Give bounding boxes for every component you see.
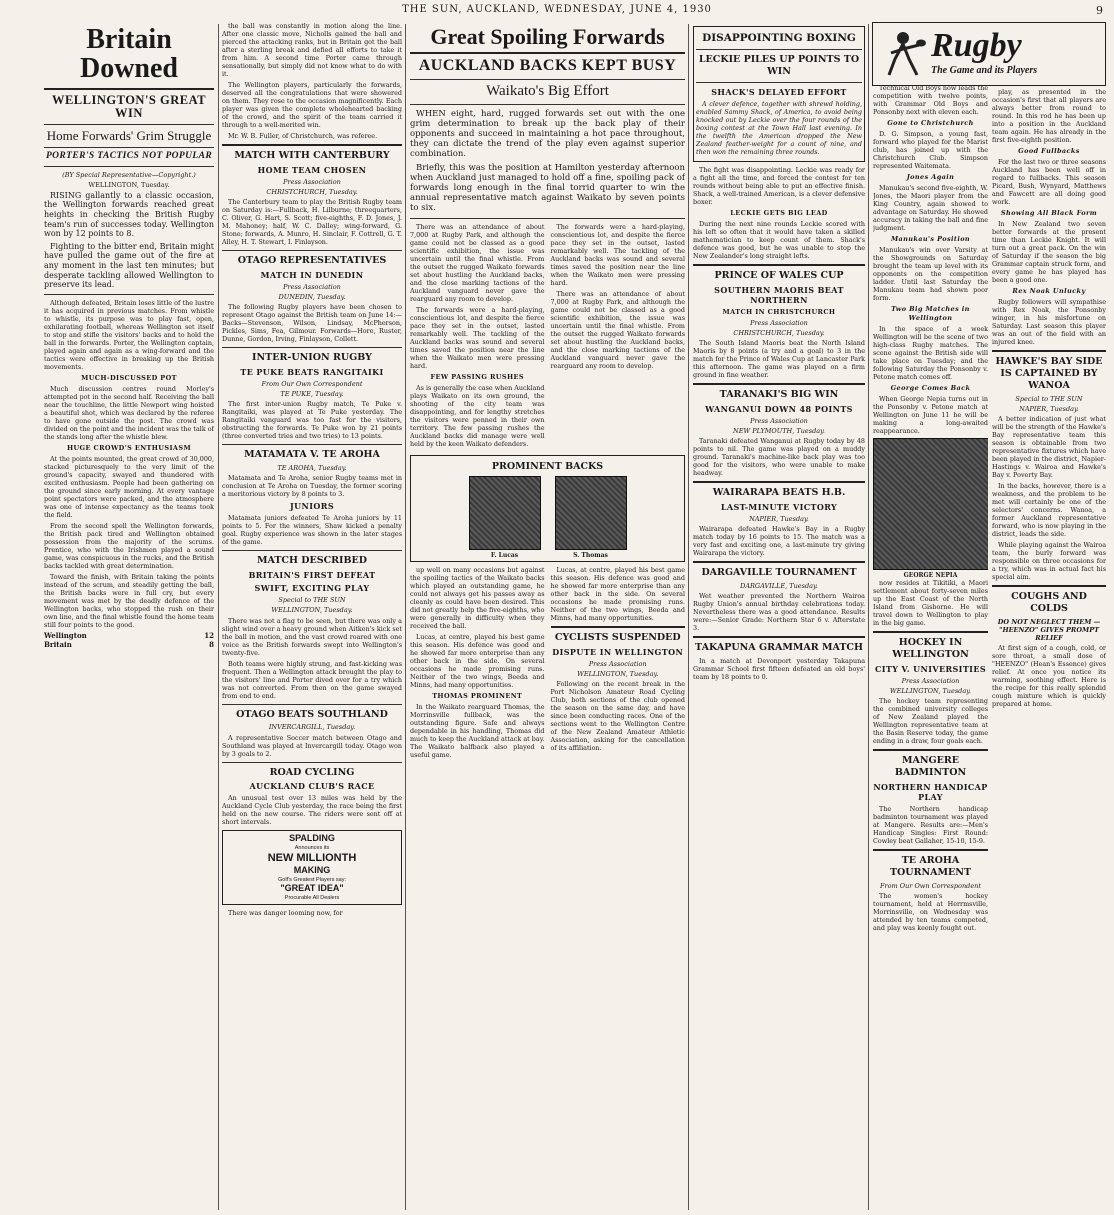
headline-otago-southland: OTAGO BEATS SOUTHLAND	[236, 708, 388, 720]
note-heading: George Comes Back	[890, 383, 971, 392]
subhead-juniors: JUNIORS	[289, 501, 334, 512]
logo-title: Rugby	[931, 27, 1022, 64]
ad-brand: SPALDING	[289, 833, 335, 844]
score-line	[44, 641, 214, 650]
subhead-maoris: SOUTHERN MAORIS BEAT NORTHERN	[714, 284, 844, 305]
column-rule	[688, 24, 689, 1210]
score-britain: 8	[209, 639, 214, 649]
headline-hawkes-bay: HAWKE'S BAY SIDE IS CAPTAINED BY WANOA	[995, 356, 1103, 392]
body-paragraph: In the Waikato rearguard Thomas, the Morrinsville fullback, was the outstanding figure. Safe and always dependable in his handling, Thomas did much to keep the Auckland attack at bay. The Waikato halfback also played a useful game.	[410, 703, 545, 760]
body-paragraph: Following on the recent break in the Port Nicholson Amateur Road Cycling Club, both sections of the club opened the season on the same day, and have since been conducting races. One of the sections went to the Wellington Centre of the New Zealand Amateur Athletic Association, asking for the cancellation of its affiliation.	[550, 680, 685, 753]
headline-otago-reps: OTAGO REPRESENTATIVES	[237, 255, 387, 267]
body-paragraph: There was an attendance of about 7,000 at Rugby Park, and although the game could not be classed as a good scientific exhibition, the issue was uncertain until the final whistle. From the outset the rugged Waikato forwards set about hustling the Auckland backs, and the close marking tactions of the Auckland vanguard never gave the rearguard any room to develop.	[410, 222, 545, 303]
body-paragraph: Manukau's second five-eighth, W. Jones, the Maori player from the King Country, again showed to advantage on Saturday. He showed accuracy in taking the ball and fine judgment.	[873, 184, 988, 233]
note-heading: Showing All Black Form	[1000, 209, 1098, 218]
dateline: WELLINGTON, Tuesday.	[889, 687, 972, 696]
agency-line: Press Association	[283, 177, 341, 186]
subhead-crowd: HUGE CROWD'S ENTHUSIASM	[66, 443, 192, 452]
player-photo	[555, 476, 627, 550]
agency-line: Press Association	[750, 319, 808, 327]
body-paragraph: From the second spell the Wellington forwards, the British pack tired and Wellington obtained possession from the majority of the scrums. Prentice, who with the Irishmen played a sound game, was conspicuous in the rucks, and the British backs tackled with great determination.	[44, 522, 214, 571]
body-paragraph: While playing against the Wairoa team, the burly forward was responsible on three occasions for a try, which was in actual fact his special aim.	[992, 541, 1106, 582]
column-boxing	[693, 22, 865, 1212]
photo-caption: GEORGE NEPIA	[903, 571, 958, 579]
spalding-advertisement	[222, 830, 402, 904]
body-paragraph: The Northern handicap badminton tournament was played at Mangere. Results are:—Men's Handicap Singles: First Round: Cowley beat Gallaher, 15-10, 15-9.	[873, 805, 988, 845]
subhead-thomas: THOMAS PROMINENT	[432, 692, 523, 701]
body-paragraph: For the last two or three seasons Auckland has been well off in regard to fullbacks. This season Picard, Bush, Wynyard, Matthews and Fawcett are all doing good work.	[992, 158, 1106, 207]
body-paragraph: The South Island Maoris beat the North Island Maoris by 8 points (a try and a goal) to 3 in the match for the Prince of Wales Cup at Lancaster Park this afternoon. The game was played on a firm ground in fine weather.	[693, 339, 865, 380]
body-paragraph: During the next nine rounds Leckie scored with his left so often that it would have taken a skilled mathematician to keep count of them. Shack's defence was good, but he was unable to stop the New Zealander's long straight lefts.	[693, 220, 865, 260]
score-wellington: 12	[204, 631, 214, 641]
body-paragraph: At first sign of a cough, cold, or sore throat, a small dose of "HEENZO" (Hean's Essence) gives relief. At once you notice its warming, soothing effect. Here is the recipe for this really splendid cough mixture which is quickly prepared at home.	[992, 644, 1106, 709]
body-paragraph: In New Zealand two seven better forwards at the present time than Leckie Knight. It will turn out a great pack. On the win of Saturday if the season the big Grammar captain struck form, and every game he has played has been a good one.	[992, 220, 1106, 285]
body-paragraph: There was an attendance of about 7,000 at Rugby Park, and although the game could not be classed as a good scientific exhibition, the issue was uncertain until the final whistle. From the outset the rugged Waikato forwards set about hustling the Auckland backs, and the close marking tactions of the Auckland vanguard never gave the rearguard any room to develop.	[550, 289, 685, 370]
credit-line: (BY Special Representative—Copyright.)	[62, 170, 196, 179]
dateline: WELLINGTON, Tuesday.	[271, 606, 353, 615]
note-heading: Rex Noak Unlucky	[1012, 287, 1086, 296]
body-paragraph: The forwards were a hard-playing, conscientious lot, and despite the fierce pace they set in the outset, lasted remarkably well. The tackling of the Auckland backs was sound and several times saved the position near the line when the Waikato men were pressing hard.	[550, 222, 685, 287]
body-paragraph: Lucas, at centre, played his best game this season. His defence was good and he showed far more enterprise than any other back in the side. On several occasions he made promising runs. Neither of the two wings, Beeda and Minns, had many opportunities.	[550, 566, 685, 623]
dateline: INVERCARGILL, Tuesday.	[268, 723, 356, 732]
body-paragraph: The forwards were a hard-playing, conscientious lot, and despite the fierce pace they set in the outset, lasted remarkably well. The tackling of the Auckland backs was sound and several times saved the position near the line when the Waikato men were pressing hard.	[410, 305, 545, 370]
headline-matamata: MATAMATA V. TE AROHA	[244, 449, 380, 461]
logo-subtitle: The Game and its Players	[931, 65, 1038, 76]
deck-home-forwards: Home Forwards' Grim Struggle	[46, 128, 212, 144]
photo-row	[413, 476, 682, 560]
dateline: WELLINGTON, Tuesday.	[577, 670, 659, 679]
headline-prominent-backs: PROMINENT BACKS	[491, 460, 604, 472]
photo-caption: S. Thomas	[573, 551, 608, 559]
ad-footer: Procurable All Dealers	[284, 894, 340, 901]
body-paragraph: Much discussion centres round Morley's attempted pot in the second half. Receiving the ball near the touchline, the little Newport wing hoisted a beautiful shot, which was declared by the referee to have gone outside the post. The crowd was divided on the point and the incident was the talk of the stands long after the whistle blew.	[44, 384, 214, 441]
agency-line: Special to THE SUN	[1015, 395, 1083, 403]
column-spoiling-forwards	[410, 22, 685, 1212]
two-column-body	[410, 566, 685, 762]
agency-line: Press Association	[588, 659, 647, 668]
body-paragraph: In the space of a week Wellington will be the scene of two high-class Rugby matches. The scene against the British side will take place on Tuesday; and the following Saturday the Ponsonby v. Petone match comes off.	[873, 324, 988, 381]
column-rugby-continued	[992, 88, 1106, 1212]
headline-dargaville: DARGAVILLE TOURNAMENT	[701, 567, 857, 579]
dateline: NAPIER, Tuesday.	[749, 515, 809, 524]
body-subcolumn	[410, 223, 545, 451]
body-paragraph: When George Nepia turns out in the Ponsonby v. Petone match at Wellington on June 11 he will be making a long-awaited reappearance.	[873, 394, 988, 435]
body-paragraph: Technical Old Boys now leads the competition with twelve points, with Grammar Old Boys and Ponsonby next with eleven each.	[873, 84, 988, 116]
note-heading: Jones Again	[906, 173, 955, 182]
subhead-auckland-club: AUCKLAND CLUB'S RACE	[249, 781, 375, 792]
dateline: NEW PLYMOUTH, Tuesday.	[733, 427, 825, 436]
body-paragraph: As is generally the case when Auckland plays Waikato on its own ground, the shooting of the city team was disappointing, and for lengthy stretches the visitors were penned in their own territory. The few passing rushes the Auckland backs did manage were well held by the keen Waikato defenders.	[410, 383, 545, 448]
subhead-city-universities: CITY V. UNIVERSITIES	[874, 664, 986, 674]
agency-line: Press Association	[750, 417, 808, 426]
masthead-title: THE SUN, AUCKLAND, WEDNESDAY, JUNE 4, 1930	[402, 4, 712, 15]
body-subcolumn	[410, 566, 545, 762]
headline-canterbury: MATCH WITH CANTERBURY	[234, 150, 390, 161]
headline-prince-of-wales: PRINCE OF WALES CUP	[714, 270, 844, 281]
body-paragraph: In a match at Devonport yesterday Takapuna Grammar School first fifteen defeated an old boys' team by 18 points to 0.	[693, 657, 865, 682]
headline-match-described: MATCH DESCRIBED	[256, 555, 368, 567]
body-paragraph: The following Rugby players have been chosen to represent Otago against the British team on June 14:—Backs—Stevenson, Wilson, Lindsay, McPherson, Pickles, Sims, Fea, Gilmour. Forwards—Hore, Ruster, Dunne, Gordon, Irving, Finlayson, Collett.	[222, 303, 402, 344]
dateline: CHRISTCHURCH, Tuesday.	[266, 188, 358, 196]
body-paragraph: D. G. Simpson, a young fast, forward who played for the Marist club, has joined up with the Christchurch Club. Simpson represented Waitemata.	[873, 130, 988, 171]
headline-cyclists: CYCLISTS SUSPENDED	[554, 632, 681, 644]
subhead-pot: MUCH-DISCUSSED POT	[81, 373, 177, 382]
body-paragraph: play, as presented in the occasion's first that all players are always better from round to round. In this rod he has been up into a position in the Auckland team again. He has already in the first five-eighth position.	[992, 88, 1106, 144]
body-paragraph: The women's hockey tournament, held at Herrmsville, Morrinsville, on Wednesday was attended by ten teams competed, and play was keenly fought out.	[873, 891, 988, 932]
second-paragraph: Fighting to the bitter end, Britain might have pulled the game out of the fire at any moment in the last ten minutes; but desperate tackling allowed Wellington to preserve its lead.	[44, 241, 214, 290]
body-paragraph: Although defeated, Britain loses little of the lustre it has acquired in previous matches. From whistle to whistle, its purpose was to play fast, open, exhilarating football, whereas Wellington set itself to stop and stifle the visitors' backs and to hold the ball in the forwards. Porter, the Wellington captain, played again and again as a wing-forward and the tactics were effective in breaking up the British movements.	[44, 298, 214, 371]
dateline: TE PUKE, Tuesday.	[280, 390, 344, 399]
rugby-player-icon	[879, 29, 927, 79]
agency-line: Press Association	[901, 677, 960, 685]
deck-waikato: Waikato's Big Effort	[486, 82, 609, 99]
headline-wairarapa: WAIRARAPA BEATS H.B.	[712, 487, 846, 499]
photo-thomas	[555, 476, 627, 560]
body-paragraph: A better indication of just what will be the strength of the Hawke's Bay representative team this season is obtainable from two representative fixtures which have been played in the district, Napier-Hastings v. Wairoa and Hawke's Bay v. Poverty Bay.	[992, 415, 1106, 480]
column-britain-downed	[44, 22, 214, 1212]
body-paragraph: In the backs, however, there is a weakness, and the problem to be met will certainly be one of the selectors' concerns. Wanoa, a former Auckland representative forward, who is now playing in the district, leads the side.	[992, 482, 1106, 539]
column-rugby-notes	[873, 84, 988, 1212]
body-paragraph: There was danger looming now, for	[228, 908, 343, 917]
body-paragraph: Mr. W. B. Fuller, of Christchurch, was referee.	[228, 132, 378, 140]
headline-disappointing-boxing: DISAPPOINTING BOXING	[702, 32, 856, 44]
subhead-heenzo: DO NOT NEGLECT THEM — "HEENZO" GIVES PROMPT RELIEF	[997, 618, 1101, 643]
note-heading: Two Big Matches in Wellington	[891, 305, 970, 322]
rugby-logo	[872, 22, 1106, 86]
body-paragraph: The fight was disappointing. Leckie was ready for a fight all the time, and forced the contest for ten rounds without being able to put an effective finish. Shack, a well-trained American, is a clever defensive boxer.	[693, 165, 865, 206]
body-paragraph: At the points mounted, the great crowd of 30,000, stacked picturesquely to the very limit of the ground's capacity, swayed and thundered with excited enthusiasm. People had been gathering on the ground since early morning. At every vantage point spectators were packed, and the atmosphere was one of intense expectancy as the teams took the field.	[44, 455, 214, 520]
dateline: CHRISTCHURCH, Tuesday.	[733, 329, 825, 338]
subhead-dispute: DISPUTE IN WELLINGTON	[552, 646, 684, 657]
subhead-shack: SHACK'S DELAYED EFFORT	[711, 86, 847, 97]
body-paragraph: The Canterbury team to play the British Rugby team on Saturday is:—Fullback, H. Lilburne; threequarters, C. Oliver, G. Hart, S. Scott; five-eighths, F. D. Jones, J. M. Mahoney; half, W. C. Dalley; wing-forward, G. Stone; forwards, A. Munro, H. Sinclair, F. Cottrell, G. T. Alley, H. T. Stewart, I. Finlayson.	[222, 198, 402, 247]
body-paragraph: Rugby followers will sympathise with Rex Noak, the Ponsonby winger, in his misfortune on Saturday. Last season this player was an out of the field with an injured knee.	[992, 298, 1106, 347]
subhead-leckie-lead: LECKIE GETS BIG LEAD	[730, 208, 828, 217]
body-paragraph: The first inter-union Rugby match, Te Puke v. Rangitaiki, was played at Te Puke yesterday. The Rangitaiki vanguard was too fast for the visitors, obstructing the forwards. Te Puke won by 21 points (three converted tries and two tries) to 13 points.	[222, 400, 402, 441]
subhead-dunedin: MATCH IN DUNEDIN	[260, 270, 364, 280]
agency-line: From Our Own Correspondent	[261, 380, 363, 389]
lede-paragraph: WHEN eight, hard, rugged forwards set out with the one grim determination to break up the back play of their opponents and succeed in maintaining a hot pace throughout, they can dictate the trend of the play even against superior combination.	[410, 108, 685, 160]
boxing-headline-box	[693, 26, 865, 162]
note-heading: Good Fullbacks	[1018, 147, 1080, 155]
headline-coughs-colds: COUGHS AND COLDS	[1011, 591, 1087, 615]
intro-paragraph: A clever defence, together with shrewd holding, enabled Sammy Shack, of America, to avoid being knocked out by Leckie over the four rounds of the boxing contest at the Town Hall last evening. In the twelfth the American dropped the New Zealand feather-weight for a count of nine, and then won the remaining three rounds.	[696, 99, 862, 156]
subhead-last-minute: LAST-MINUTE VICTORY	[720, 502, 838, 513]
dateline: DARGAVILLE, Tuesday.	[740, 582, 818, 591]
column-rule	[405, 24, 406, 1210]
subhead-auckland-backs: AUCKLAND BACKS KEPT BUSY	[418, 57, 677, 75]
subhead-passing-rushes: FEW PASSING RUSHES	[430, 372, 524, 381]
player-photo	[469, 476, 541, 550]
deck-porter-tactics: PORTER'S TACTICS NOT POPULAR	[45, 150, 213, 161]
subhead-northern-handicap: NORTHERN HANDICAP PLAY	[873, 782, 988, 802]
column-rule	[868, 24, 869, 1210]
column-match-reports	[222, 22, 402, 1212]
subhead-swift-play: SWIFT, EXCITING PLAY	[254, 583, 370, 594]
headline-inter-union: INTER-UNION RUGBY	[252, 352, 372, 364]
note-heading: Gone to Christchurch	[887, 119, 974, 127]
headline-taranaki: TARANAKI'S BIG WIN	[719, 389, 839, 401]
rugby-banner-area	[872, 22, 1106, 86]
headline-te-aroha-tournament: TE AROHA TOURNAMENT	[889, 855, 972, 878]
body-subcolumn	[551, 223, 686, 451]
body-paragraph: The hockey team representing the combined university colleges of New Zealand played the Wellington representative team at the Basin Reserve today, the game ending in a draw, four goals each.	[873, 697, 988, 746]
body-paragraph: Manukau's win over Varsity at the Showgrounds on Saturday brought the team up level with its opponents on the competition ladder. Until last Saturday the Manukau team had shown poor form.	[873, 246, 988, 303]
ad-line: Announces its	[294, 844, 330, 851]
body-paragraph: Toward the finish, with Britain taking the points instead of the scrum, and steadily getting the ball, the British backs were in full cry, but every movement was met by the deadly defence of the Wellington backs, who stopped the rush on their own line, and the final whistle found the home team still four points to the good.	[44, 573, 214, 630]
headline-britain-downed: Britain Downed	[79, 24, 178, 85]
agency-line: Press Association	[283, 283, 341, 291]
score-team-wellington: Wellington	[44, 631, 87, 641]
dateline: WELLINGTON, Tuesday.	[88, 180, 170, 189]
headline-takapuna: TAKAPUNA GRAMMAR MATCH	[695, 642, 863, 654]
body-paragraph: Wairarapa defeated Hawke's Bay in a Rugby match today by 16 points to 15. The match was a very fast and exciting one, a last-minute try giving Wairarapa the victory.	[693, 525, 865, 558]
body-subcolumn	[551, 566, 686, 762]
body-paragraph: Taranaki defeated Wanganui at Rugby today by 48 points to nil. The game was played on a muddy ground. Taranaki's machine-like back play was too good for the visitors, who were unable to make headway.	[693, 437, 865, 478]
lede-paragraph: RISING gallantly to a classic occasion, the Wellington forwards reached great heights in checking the British Rugby team's run of successes today. Wellington won by 12 points to 8.	[44, 190, 214, 239]
body-paragraph: The Wellington players, particularly the forwards, deserved all the congratulations that were showered on them. They rose to the occasion magnificently. Each player was given the complete wholehearted backing of the crowd, and the spirit of the team carried it through to a well-merited win.	[222, 81, 402, 129]
body-paragraph: up well on many occasions but against the spoiling tactics of the Waikato backs which played an outstanding game, he could not always get his passes away as cleanly as could have been desired. This did not greatly help the five-eighths, who were generally in difficulty when they received the ball.	[410, 566, 545, 631]
body-paragraph: the ball was constantly in motion along the line. After one classic move, Nicholls gained the ball and pierced the attacking ranks, but in Britain got the ball after a sterling break and defied all efforts to take it from him. A second time Porter came through sensationally, but simply did not know what to do with it.	[222, 22, 402, 78]
agency-line: Special to THE SUN	[278, 596, 346, 605]
headline-road-cycling: ROAD CYCLING	[269, 766, 355, 778]
subhead-christchurch: MATCH IN CHRISTCHURCH	[722, 307, 836, 316]
body-paragraph: Wet weather prevented the Northern Wairoa Rugby Union's annual birthday celebrations today. Nevertheless there was a good attendance. Results were:—Senior Grade: Northern Star 6 v. Afterstate 3.	[693, 592, 865, 633]
ad-quote: "GREAT IDEA"	[280, 883, 344, 894]
body-paragraph: There was not a flag to be seen, but there was only a slight wind over a heavy ground when Aitken's kick set the ball in motion, and the vast crowd roared with one voice as the British forwards swept into Wellington's twenty-five.	[222, 616, 402, 657]
subhead-first-defeat: BRITAIN'S FIRST DEFEAT	[248, 570, 376, 581]
ad-line: Golf's Greatest Players say:	[278, 876, 346, 883]
body-paragraph: Both teams were highly strung, and fast-kicking was frequent. Then a Wellington attack brought the play to the visitors' line and Porter dived over for a try which was not converted. From then on the game swayed from end to end.	[222, 659, 402, 700]
note-heading: Manukau's Position	[890, 235, 971, 244]
headline-great-spoiling: Great Spoiling Forwards	[430, 24, 665, 49]
body-paragraph: now resides at Tikitiki, a Maori settlement about forty-seven miles up the East Coast of the North Island from Gisborne. He will travel down to Wellington to play in the big game.	[873, 579, 988, 628]
subhead-te-puke: TE PUKE BEATS RANGITAIKI	[240, 367, 384, 378]
subhead-home-team: HOME TEAM CHOSEN	[257, 164, 367, 175]
dateline: DUNEDIN, Tuesday.	[278, 293, 346, 302]
headline-mangere: MANGERE BADMINTON	[894, 755, 967, 779]
prominent-backs-box	[410, 455, 685, 562]
nepia-photo	[873, 438, 988, 570]
second-paragraph: Briefly, this was the position at Hamilton yesterday afternoon when Auckland just managed to hold off a fine, spoiling pack of forwards long enough in the final torrid quarter to win the annual representative match against Waikato by seven points to six.	[410, 162, 685, 214]
dateline: TE AROHA, Tuesday.	[277, 464, 347, 473]
subhead-wellington-win: WELLINGTON'S GREAT WIN	[51, 92, 207, 120]
column-rule	[218, 24, 219, 1210]
ad-headline: NEW MILLIONTH	[267, 851, 357, 864]
photo-lucas	[469, 476, 541, 560]
body-paragraph: Lucas, at centre, played his best game this season. His defence was good and he showed far more enterprise than any other back in the side. On several occasions he made promising runs. Neither of the two wings, Beeda and Minns, had many opportunities.	[410, 633, 545, 690]
dateline: NAPIER, Tuesday.	[1019, 405, 1079, 414]
headline-hockey: HOCKEY IN WELLINGTON	[892, 637, 969, 661]
page-number: 9	[1096, 4, 1104, 17]
score-team-britain: Britain	[44, 639, 72, 649]
agency-line: From Our Own Correspondent	[880, 881, 981, 890]
masthead	[0, 4, 1114, 22]
ad-headline-2: MAKING	[293, 865, 331, 876]
body-paragraph: An unusual test over 13 miles was held by the Auckland Cycle Club yesterday, the race being the first held on the new course. The riders were sent off at short intervals.	[222, 794, 402, 827]
subhead-leckie: LECKIE PILES UP POINTS TO WIN	[698, 54, 860, 77]
body-paragraph: Matamata and Te Aroha, senior Rugby teams met in conclusion at Te Aroha on Tuesday, the former scoring a meritorious victory by 8 points to 3.	[222, 474, 402, 499]
subhead-wanganui: WANGANUI DOWN 48 POINTS	[705, 404, 853, 415]
two-column-body	[410, 223, 685, 451]
photo-caption: F. Lucas	[490, 551, 519, 559]
body-paragraph: Matamata juniors defeated Te Aroha juniors by 11 points to 5. For the winners, Shaw kicked a penalty goal. Rugby experience was shown in the later stages of the game.	[222, 514, 402, 547]
body-paragraph: A representative Soccer match between Otago and Southland was played at Invercargill today. Otago won by 3 goals to 2.	[222, 733, 402, 758]
